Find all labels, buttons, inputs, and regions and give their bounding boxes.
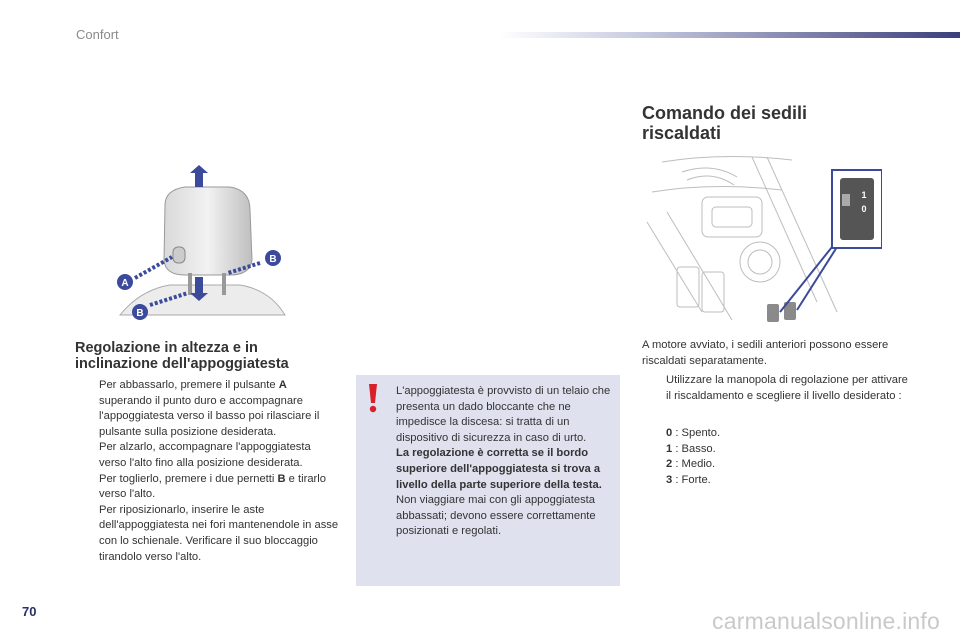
headrest-illustration — [110, 165, 295, 325]
item-text-cont: superando il punto duro e accompagnare l'appoggiatesta verso il basso poi rilasciare il pulsante sulla posizione desiderata. — [99, 394, 320, 438]
warning-outro: Non viaggiare mai con gli appoggiatesta abbassati; devono essere correttamente posizionati e regolati. — [396, 494, 596, 538]
item-key: B — [277, 472, 286, 485]
level-label: : Basso. — [672, 442, 716, 455]
level-item — [666, 442, 720, 458]
warning-text — [396, 384, 618, 540]
level-label: : Spento. — [672, 427, 721, 439]
level-label: : Forte. — [672, 473, 711, 486]
page-number: 70 — [22, 604, 37, 619]
label-b-right: B — [269, 254, 277, 265]
heated-intro: A motore avviato, i sedili anteriori possono essere riscaldati separatamente. — [642, 339, 889, 367]
label-a: A — [121, 278, 129, 289]
level-label: : Medio. — [672, 458, 716, 471]
knob-label-0: 0 — [861, 204, 867, 214]
warning-intro: L'appoggiatesta è provvisto di un telaio che presenta un dado bloccante che ne impedisce la discesa: si tratta di un dispositivo di sicurezza in caso di urto. — [396, 385, 611, 444]
label-b-left: B — [136, 308, 144, 319]
list-item — [75, 503, 340, 565]
level-number: 2 — [666, 458, 673, 471]
level-item — [666, 473, 720, 489]
list-item — [75, 378, 340, 440]
header-bar — [500, 32, 960, 38]
heated-title-line-1: Comando dei sedili — [642, 103, 808, 123]
heat-levels-list — [666, 426, 720, 488]
item-key: A — [278, 379, 287, 391]
item-text-cont: e tirarlo verso l'alto. — [99, 472, 326, 501]
level-number: 3 — [666, 473, 673, 486]
heated-seats-section-title — [642, 103, 902, 143]
header-section-title: Confort — [76, 27, 119, 42]
list-item — [642, 372, 912, 404]
headrest-title-line-1: Regolazione in altezza e in — [75, 340, 258, 356]
list-item — [75, 440, 340, 471]
item-text: Per alzarlo, accompagnare l'appoggiatesta verso l'alto fino alla posizione desiderata. — [99, 441, 311, 469]
level-item — [666, 426, 720, 442]
knob-icon — [840, 178, 874, 240]
level-number: 0 — [666, 427, 673, 439]
watermark[interactable]: carmanualsonline.info — [712, 608, 940, 634]
exclamation-icon — [364, 383, 382, 413]
warning-bold: La regolazione è corretta se il bordo superiore dell'appoggiatesta si trova a livello della parte superiore della testa. — [396, 447, 602, 491]
headrest-section-title — [75, 340, 345, 372]
list-item — [75, 472, 340, 503]
heated-instructions-list — [642, 372, 912, 404]
item-text: Per abbassarlo, premere il pulsante — [99, 379, 279, 391]
headrest-title-line-2: inclinazione dell'appoggiatesta — [75, 356, 289, 372]
item-text: Per riposizionarlo, inserire le aste dell'appoggiatesta nei fori mantenendole in asse con lo schienale. Verificare il suo bloccaggio tirandolo verso l'alto. — [99, 503, 339, 563]
heated-seat-console-illustration — [642, 152, 882, 324]
level-number: 1 — [666, 442, 673, 455]
item-text: Per toglierlo, premere i due pernetti — [99, 472, 278, 485]
item-text: Utilizzare la manopola di regolazione per attivare il riscaldamento e scegliere il livello desiderato : — [666, 374, 908, 402]
level-item — [666, 457, 720, 473]
knob-label-1: 1 — [861, 190, 867, 200]
warning-box — [356, 375, 620, 586]
headrest-instructions-list — [75, 378, 340, 565]
heated-title-line-2: riscaldati — [642, 123, 722, 143]
